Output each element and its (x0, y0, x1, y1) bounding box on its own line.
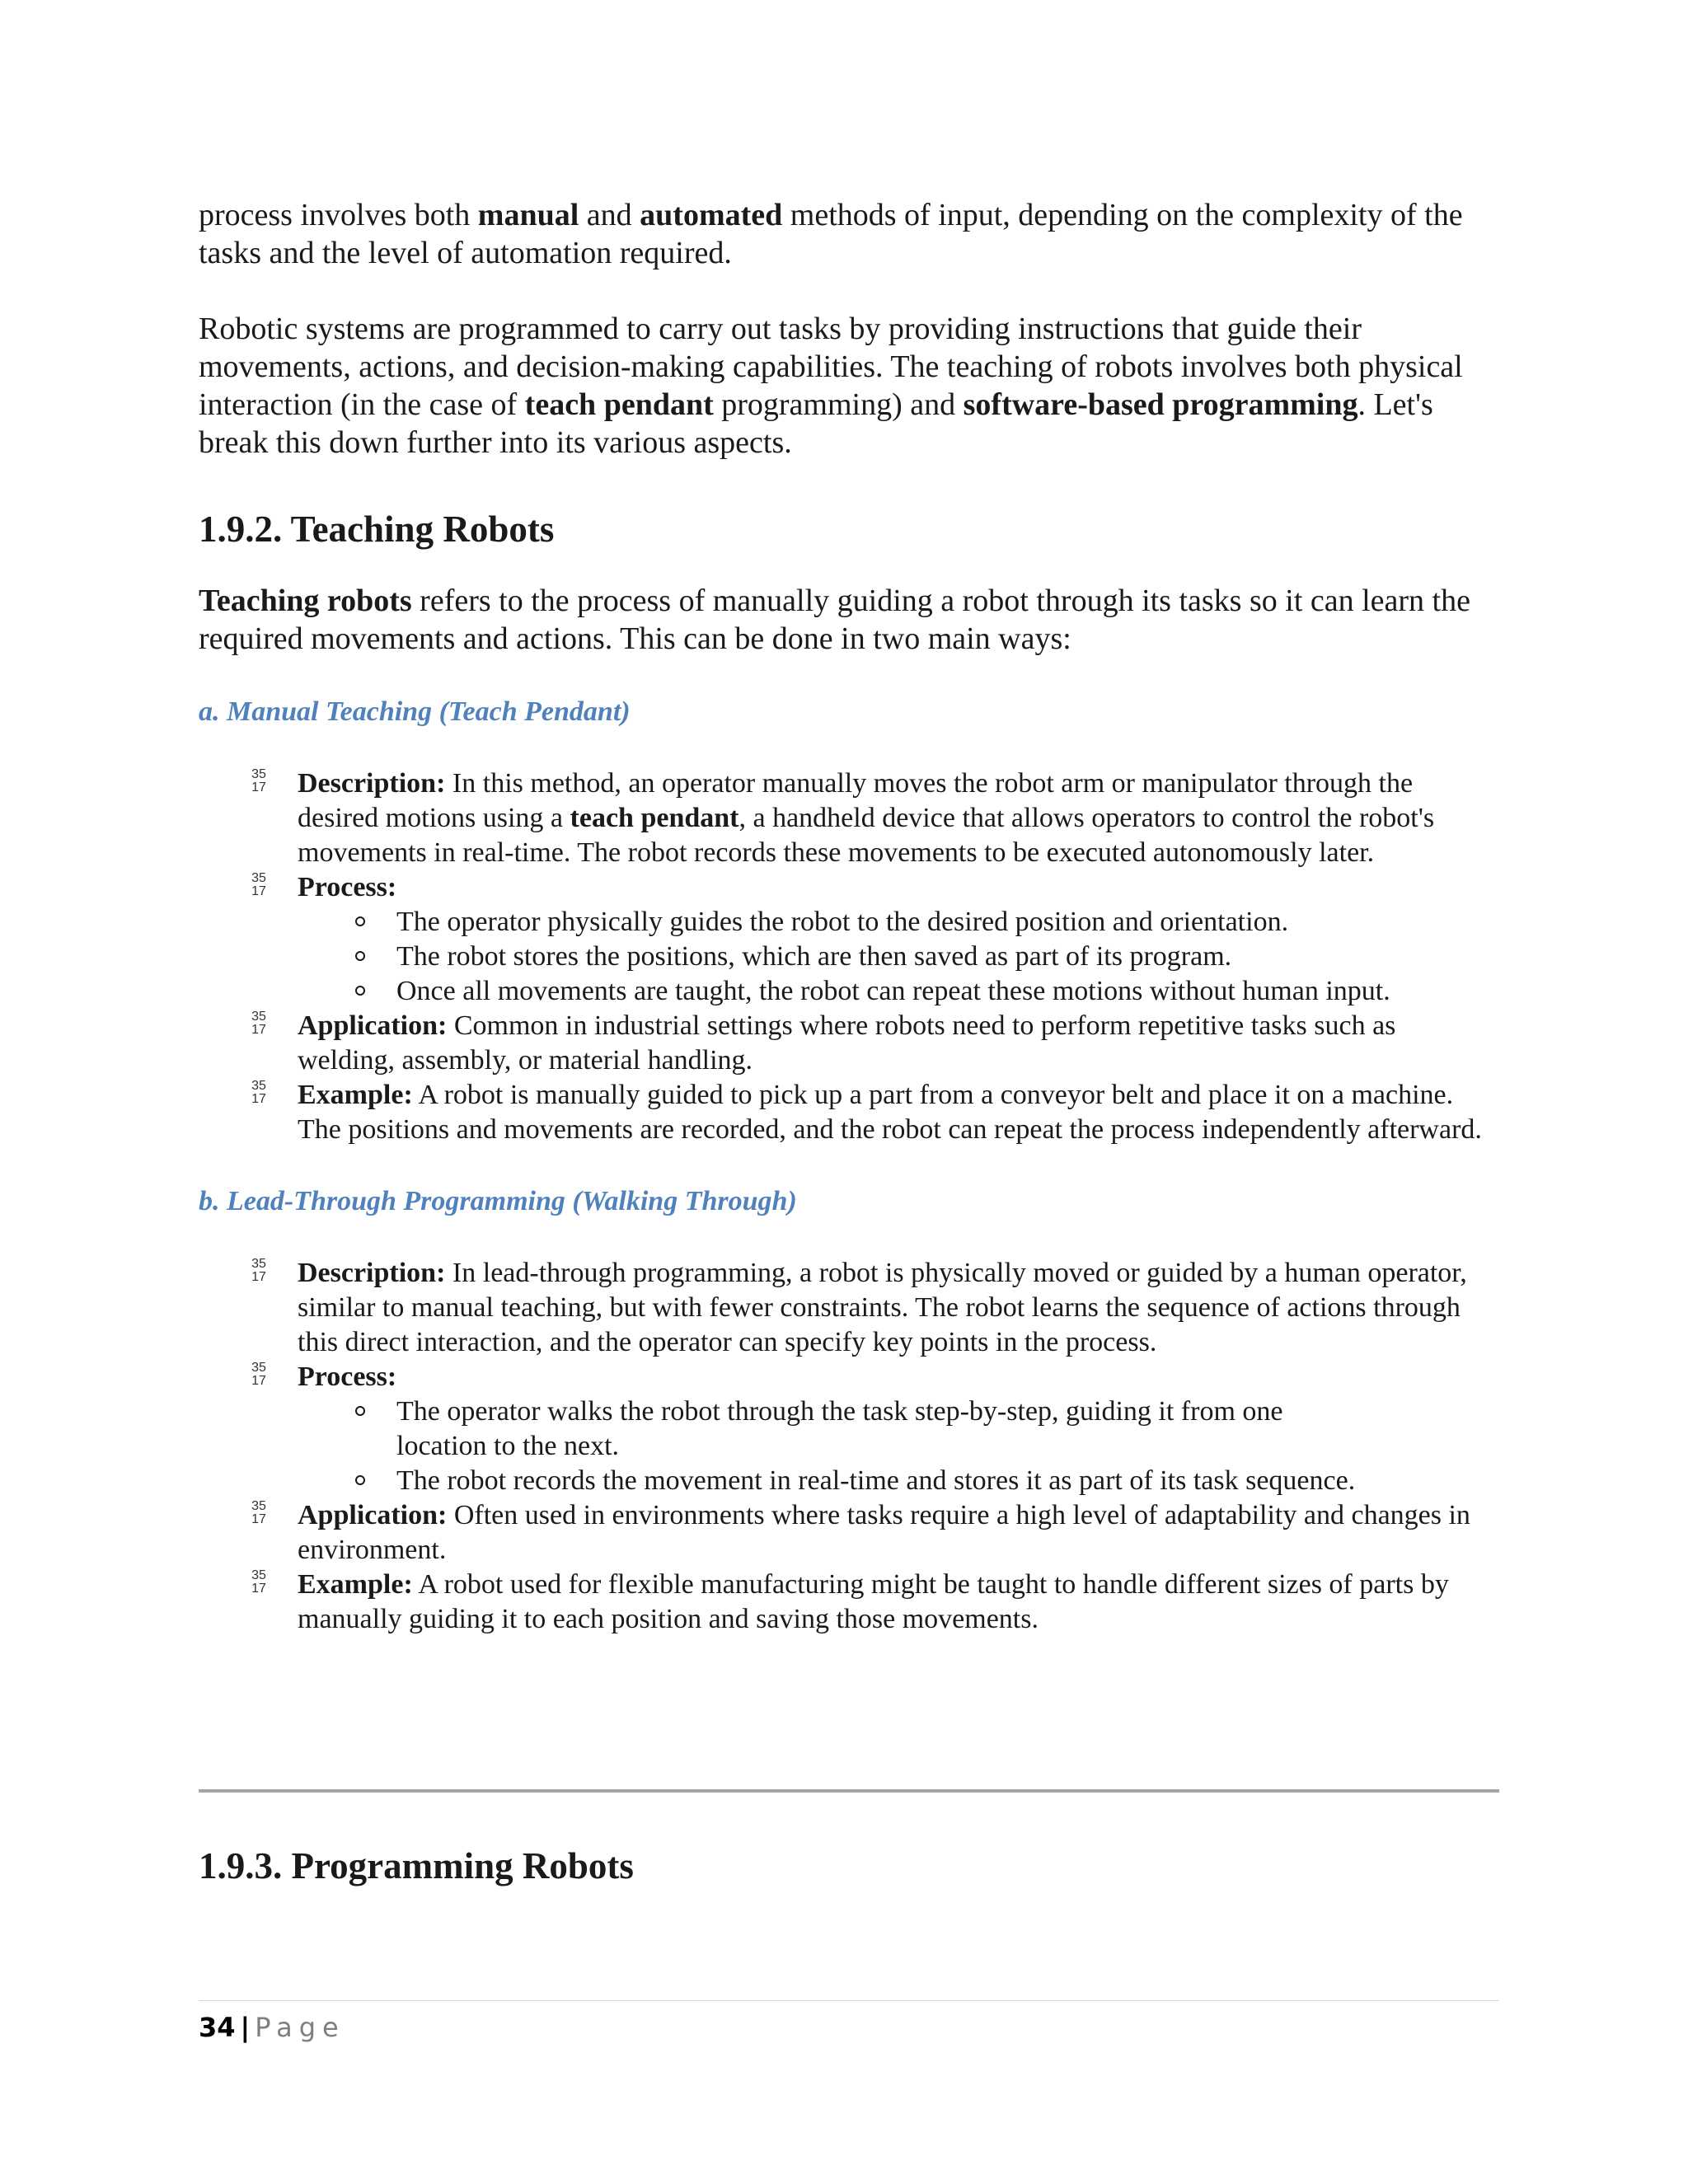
horizontal-rule (199, 1789, 1499, 1793)
bullet-marker-icon: 35 17 (251, 1361, 266, 1388)
text-run: and (579, 198, 640, 232)
bullet-marker-icon: 35 17 (251, 767, 266, 794)
text-run: process involves both (199, 198, 478, 232)
list-item-application (199, 1498, 1517, 1568)
manual-teaching-list (199, 766, 1499, 905)
section-heading-programming-robots: 1.9.3. Programming Robots (199, 1845, 634, 1886)
list-item (298, 905, 1499, 940)
item-text: , a handheld device that allows operators to control the robot's movements in real-time. The robot records these movements to be executed autonomously later. (298, 803, 1435, 868)
hollow-circle-bullet-icon (355, 1406, 365, 1416)
manual-process-steps (298, 905, 1499, 1009)
bullet-marker-icon: 35 17 (251, 871, 266, 898)
list-item-example (199, 1078, 1499, 1147)
text-run: . Let's break this down further into its various aspects. (199, 387, 1433, 460)
list-item (298, 1464, 1499, 1498)
lead-through-list (199, 1256, 1499, 1394)
manual-teaching-list-cont (199, 1009, 1499, 1147)
list-item (298, 1394, 1344, 1464)
section-heading-teaching-robots: 1.9.2. Teaching Robots (199, 509, 555, 550)
list-item-process (199, 870, 1499, 905)
subheading-lead-through: b. Lead-Through Programming (Walking Through) (199, 1186, 797, 1216)
item-label: Description: (298, 768, 446, 799)
bold-term-software-programming: software-based programming (963, 387, 1358, 422)
step-text: The operator walks the robot through the task step-by-step, guiding it from one location to the next. (396, 1396, 1283, 1461)
footer-divider (199, 2000, 1499, 2001)
item-text: In lead-through programming, a robot is physically moved or guided by a human operator, similar to manual teaching, but with fewer constraints. The robot learns the sequence of actions through this direct interaction, and the operator can specify key points in the process. (298, 1258, 1467, 1357)
item-text: Often used in environments where tasks require a high level of adaptability and changes in environment. (298, 1500, 1470, 1565)
item-text: Common in industrial settings where robots need to perform repetitive tasks such as welding, assembly, or material handling. (298, 1010, 1396, 1076)
list-item-application (199, 1009, 1499, 1078)
bullet-marker-icon: 35 17 (251, 1568, 266, 1596)
item-label: Example: (298, 1080, 413, 1110)
step-text: The operator physically guides the robot to the desired position and orientation. (396, 907, 1289, 937)
bold-term-teach-pendant: teach pendant (524, 387, 714, 422)
hollow-circle-bullet-icon (355, 951, 365, 961)
item-text: In this method, an operator manually moves the robot arm or manipulator through the desired motions using a (298, 768, 1414, 833)
item-text: A robot is manually guided to pick up a part from a conveyor belt and place it on a machine. The positions and movements are recorded, and the robot can repeat the process independently afterward. (298, 1080, 1482, 1145)
page-label: Page (255, 2012, 345, 2043)
lead-through-list-cont (199, 1498, 1499, 1637)
lead-through-process-steps (298, 1394, 1499, 1498)
text-run: programming) and (713, 387, 964, 422)
list-item (298, 940, 1499, 974)
bullet-marker-icon: 35 17 (251, 1010, 266, 1037)
hollow-circle-bullet-icon (355, 1475, 365, 1485)
step-text: The robot records the movement in real-time and stores it as part of its task sequence. (396, 1465, 1356, 1496)
list-item-example (199, 1568, 1517, 1637)
item-label: Application: (298, 1500, 448, 1530)
page-footer (199, 2011, 345, 2044)
hollow-circle-bullet-icon (355, 916, 365, 926)
subheading-manual-teaching: a. Manual Teaching (Teach Pendant) (199, 696, 631, 727)
hollow-circle-bullet-icon (355, 986, 365, 996)
bold-term-teach-pendant: teach pendant (570, 803, 739, 833)
item-label: Description: (298, 1258, 446, 1288)
step-text: Once all movements are taught, the robot can repeat these motions without human input. (396, 976, 1390, 1006)
item-label: Process: (298, 872, 397, 902)
list-item-description (199, 766, 1499, 870)
intro-paragraph-2 (199, 310, 1484, 462)
page-number: 34 (199, 2012, 236, 2043)
intro-paragraph-1 (199, 196, 1484, 272)
bold-term-manual: manual (477, 198, 579, 232)
text-run: methods of input, depending on the complexity of the tasks and the level of automation required. (199, 198, 1463, 270)
item-label: Application: (298, 1010, 448, 1041)
text-run: refers to the process of manually guiding a robot through its tasks so it can learn the required movements and actions. This can be done in two main ways: (199, 583, 1470, 656)
teaching-robots-intro (199, 582, 1484, 658)
list-item-description (199, 1256, 1499, 1360)
footer-separator: | (240, 2012, 251, 2043)
bold-term-automated: automated (640, 198, 783, 232)
list-item-process (199, 1360, 1499, 1394)
step-text: The robot stores the positions, which are then saved as part of its program. (396, 941, 1232, 972)
item-label: Process: (298, 1361, 397, 1392)
bullet-marker-icon: 35 17 (251, 1257, 266, 1284)
text-run: Robotic systems are programmed to carry out tasks by providing instructions that guide their movements, actions, and decision-making capabilities. The teaching of robots involves both physical interaction (in the case of (199, 312, 1463, 422)
bold-term-teaching-robots: Teaching robots (199, 583, 412, 618)
page-content (199, 196, 1499, 1637)
item-text: A robot used for flexible manufacturing might be taught to handle different sizes of parts by manually guiding it to each position and saving those movements. (298, 1569, 1449, 1634)
bullet-marker-icon: 35 17 (251, 1079, 266, 1106)
bullet-marker-icon: 35 17 (251, 1499, 266, 1526)
item-label: Example: (298, 1569, 413, 1600)
list-item (298, 974, 1499, 1009)
